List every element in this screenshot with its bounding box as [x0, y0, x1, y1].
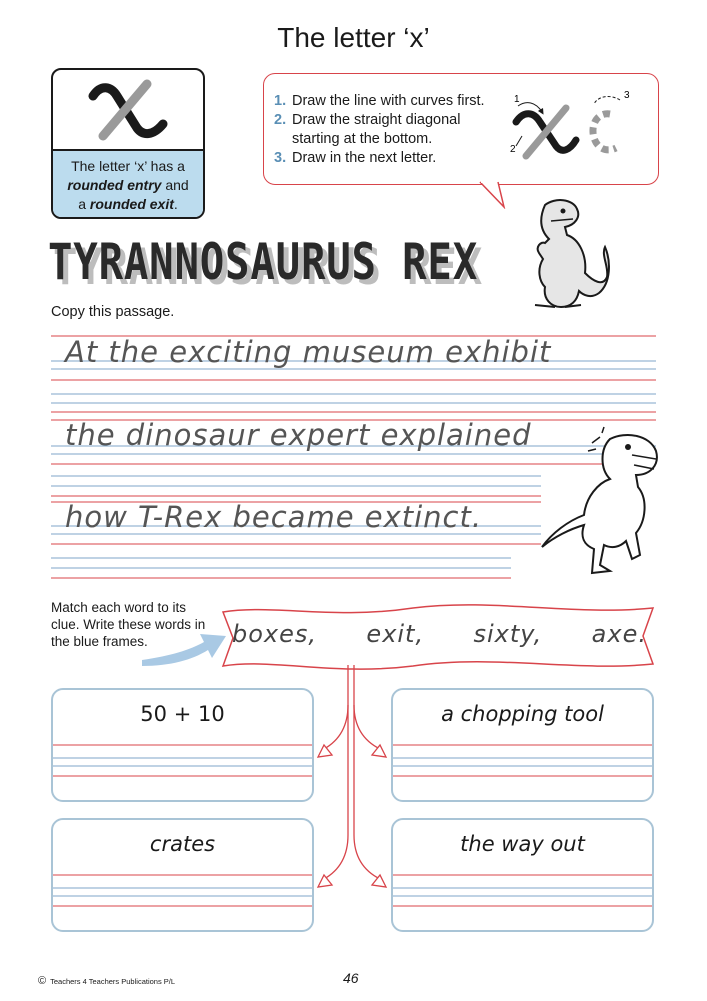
- letter-card: [51, 68, 205, 219]
- match-prompt: Match each word to its clue. Write these words in the blue frames.: [51, 600, 206, 649]
- clue-frame[interactable]: [391, 818, 654, 932]
- clue-label: a chopping tool: [441, 702, 604, 726]
- banner-word: axe.: [591, 620, 647, 648]
- stroke-order-diagram: [502, 84, 642, 164]
- svg-text:TYRANNOSAURUS REX: TYRANNOSAURUS REX: [53, 238, 484, 293]
- svg-text:3: 3: [624, 90, 630, 101]
- svg-text:1: 1: [514, 94, 520, 105]
- footer-credit: [38, 975, 175, 987]
- frame-lines: [393, 870, 652, 920]
- clue-label: 50 + 10: [140, 702, 225, 726]
- connector-arrows: [310, 665, 400, 905]
- publisher-name: Teachers 4 Teachers Publications P/L: [50, 976, 176, 986]
- passage-line: the dinosaur expert explained: [65, 418, 532, 452]
- banner-word: boxes,: [232, 620, 318, 648]
- dinosaur-roaring-illustration: [540, 425, 670, 590]
- passage-line: how T-Rex became extinct.: [65, 500, 483, 534]
- instruction-item: 3. Draw in the next letter.: [274, 150, 437, 166]
- page-number: 46: [343, 970, 359, 986]
- instructions-bubble: [263, 73, 659, 185]
- clue-label: crates: [149, 832, 216, 856]
- clue-frame[interactable]: [51, 818, 314, 932]
- instruction-item: 2. Draw the straight diagonal starting at the bottom.: [274, 112, 461, 147]
- passage-line: At the exciting museum exhibit: [65, 335, 552, 369]
- copyright-icon: ©: [38, 975, 47, 987]
- dinosaur-illustration: [515, 195, 610, 315]
- letter-x-glyph: [53, 70, 203, 147]
- banner-words: [232, 620, 647, 648]
- banner-word: sixty,: [473, 620, 543, 648]
- clue-frame[interactable]: [391, 688, 654, 802]
- banner-word: exit,: [366, 620, 425, 648]
- copy-prompt: Copy this passage.: [51, 304, 175, 320]
- instruction-item: 1. Draw the line with curves first.: [274, 93, 485, 109]
- frame-lines: [53, 870, 312, 920]
- clue-frame[interactable]: [51, 688, 314, 802]
- section-heading: [48, 233, 488, 293]
- frame-lines: [393, 740, 652, 790]
- svg-text:TYRANNOSAURUS REX: TYRANNOSAURUS REX: [48, 233, 479, 291]
- letter-description: The letter ‘x’ has a rounded entry and a rounded exit.: [53, 149, 203, 217]
- svg-text:2: 2: [510, 144, 516, 155]
- page-title: The letter ‘x’: [277, 22, 430, 53]
- frame-lines: [53, 740, 312, 790]
- bubble-tail: [478, 181, 508, 209]
- clue-label: the way out: [460, 832, 585, 856]
